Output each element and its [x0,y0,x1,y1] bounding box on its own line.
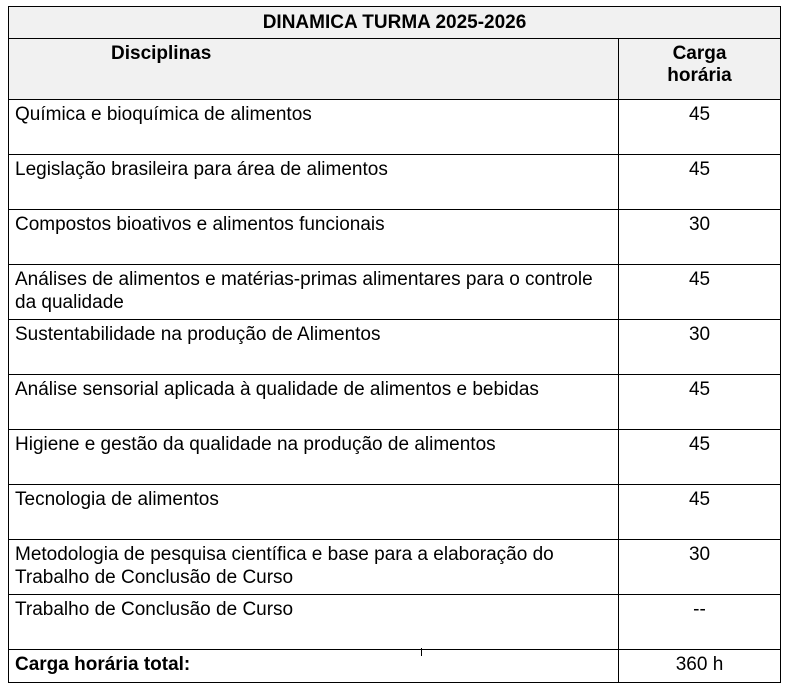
discipline-cell: Análises de alimentos e matérias-primas alimentares para o controle da qualidade [9,265,619,320]
hours-cell: 45 [619,430,781,485]
table-row [9,430,781,485]
header-hours-line2: horária [667,65,732,86]
table-row [9,375,781,430]
discipline-cell: Trabalho de Conclusão de Curso [9,595,619,650]
table-row [9,155,781,210]
hours-cell: 45 [619,155,781,210]
title-row [9,7,781,39]
hours-cell: 30 [619,210,781,265]
header-hours [619,39,781,100]
table-row [9,595,781,650]
table-row [9,540,781,595]
hours-cell: -- [619,595,781,650]
total-value: 360 h [619,650,781,683]
hours-cell: 45 [619,265,781,320]
discipline-cell: Sustentabilidade na produção de Alimentos [9,320,619,375]
header-row [9,39,781,100]
table-row [9,210,781,265]
table-title: DINAMICA TURMA 2025-2026 [9,7,781,39]
discipline-cell: Legislação brasileira para área de alimentos [9,155,619,210]
table-row [9,265,781,320]
discipline-cell: Higiene e gestão da qualidade na produção de alimentos [9,430,619,485]
total-row [9,650,781,683]
hours-cell: 45 [619,375,781,430]
discipline-cell: Compostos bioativos e alimentos funcionais [9,210,619,265]
table-row [9,320,781,375]
hours-cell: 30 [619,320,781,375]
header-discipline: Disciplinas [9,39,619,100]
page-divider-line [421,648,422,656]
discipline-cell: Análise sensorial aplicada à qualidade de alimentos e bebidas [9,375,619,430]
hours-cell: 45 [619,100,781,155]
header-hours-line1: Carga [672,43,727,64]
hours-cell: 45 [619,485,781,540]
discipline-cell: Tecnologia de alimentos [9,485,619,540]
total-label: Carga horária total: [9,650,619,683]
hours-cell: 30 [619,540,781,595]
curriculum-table [8,6,781,683]
discipline-cell: Química e bioquímica de alimentos [9,100,619,155]
discipline-cell: Metodologia de pesquisa científica e base para a elaboração do Trabalho de Conclusão de Curso [9,540,619,595]
table-row [9,100,781,155]
table-row [9,485,781,540]
